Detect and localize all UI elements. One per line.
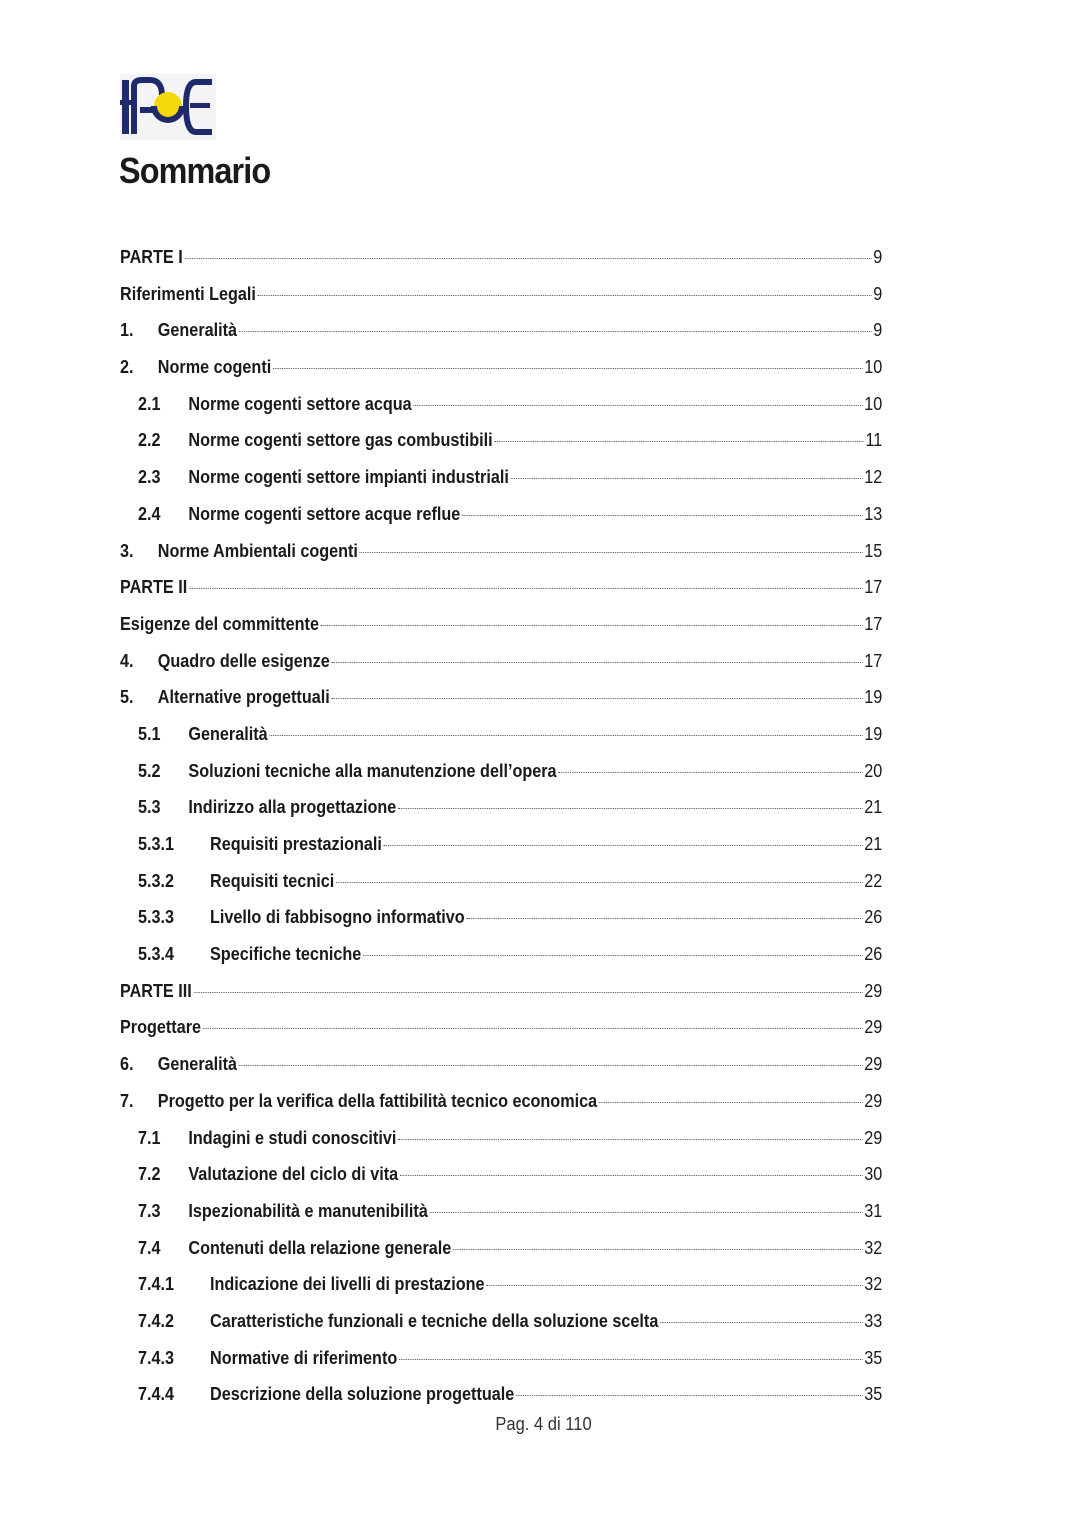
- toc-entry[interactable]: [120, 973, 967, 1010]
- toc-entry-page: 17: [864, 577, 883, 598]
- toc-dot-leader: [321, 625, 863, 626]
- toc-entry-number: 7.4.3: [138, 1347, 175, 1368]
- toc-dot-leader: [332, 662, 863, 663]
- toc-entry-content: [120, 1083, 882, 1120]
- toc-entry[interactable]: [120, 569, 967, 606]
- toc-entry-page: 15: [864, 540, 883, 561]
- toc-entry-content: [120, 789, 882, 826]
- toc-dot-leader: [185, 258, 872, 259]
- toc-entry-label: Indicazione dei livelli di prestazione: [210, 1274, 485, 1295]
- toc-entry-label: Caratteristiche funzionali e tecniche della soluzione scelta: [210, 1310, 659, 1331]
- toc-entry-content: [120, 643, 882, 680]
- toc-dot-leader: [384, 845, 863, 846]
- toc-dot-leader: [462, 515, 862, 516]
- toc-entry[interactable]: [120, 386, 967, 423]
- toc-entry-number: 5.: [120, 687, 134, 708]
- toc-dot-leader: [453, 1249, 862, 1250]
- toc-dot-leader: [430, 1212, 863, 1213]
- toc-entry-page: 21: [864, 797, 883, 818]
- toc-dot-leader: [336, 882, 862, 883]
- toc-dot-leader: [516, 1395, 862, 1396]
- toc-entry-number: 2.3: [138, 467, 161, 488]
- toc-dot-leader: [332, 698, 863, 699]
- toc-entry-content: [120, 569, 882, 606]
- toc-entry-number: 7.4.2: [138, 1310, 175, 1331]
- toc-entry-number: 5.3.4: [138, 944, 175, 965]
- toc-entry-content: [120, 606, 882, 643]
- toc-entry-label: Ispezionabilità e manutenibilità: [188, 1200, 428, 1221]
- toc-entry-page: 29: [864, 1017, 883, 1038]
- toc-dot-leader: [203, 1028, 863, 1029]
- toc-entry-page: 32: [864, 1274, 883, 1295]
- toc-dot-leader: [511, 478, 863, 479]
- toc-entry[interactable]: [120, 459, 967, 496]
- toc-entry-label: Norme cogenti settore acqua: [188, 393, 412, 414]
- toc-entry-page: 17: [864, 613, 883, 634]
- page-title: Sommario: [119, 150, 271, 191]
- toc-entry[interactable]: [120, 349, 967, 386]
- table-of-contents: [120, 239, 967, 1413]
- toc-entry-label: Normative di riferimento: [210, 1347, 398, 1368]
- toc-entry-label: Norme cogenti: [157, 357, 272, 378]
- toc-entry-label: Generalità: [188, 723, 268, 744]
- toc-entry[interactable]: [120, 1083, 967, 1120]
- toc-entry-content: [120, 386, 882, 423]
- toc-entry-page: 20: [864, 760, 883, 781]
- toc-entry-number: 7.4.4: [138, 1384, 175, 1405]
- toc-entry-content: [120, 899, 882, 936]
- toc-dot-leader: [400, 1175, 863, 1176]
- toc-entry-number: 4.: [120, 650, 134, 671]
- toc-entry-page: 10: [864, 393, 883, 414]
- toc-entry-page: 29: [864, 1127, 883, 1148]
- toc-entry[interactable]: [120, 1193, 967, 1230]
- toc-entry-label: Norme cogenti settore gas combustibili: [188, 430, 493, 451]
- toc-entry-label: PARTE III: [120, 980, 192, 1001]
- toc-entry-label: Descrizione della soluzione progettuale: [210, 1384, 515, 1405]
- toc-entry-number: 2.4: [138, 503, 161, 524]
- toc-dot-leader: [660, 1322, 862, 1323]
- toc-entry-label: Esigenze del committente: [120, 613, 319, 634]
- toc-entry-page: 13: [864, 503, 883, 524]
- toc-entry-number: 7.4.1: [138, 1274, 175, 1295]
- toc-entry-label: Requisiti tecnici: [210, 870, 335, 891]
- toc-entry-label: Indagini e studi conoscitivi: [188, 1127, 397, 1148]
- toc-entry-label: Indirizzo alla progettazione: [188, 797, 397, 818]
- toc-entry-content: [120, 973, 882, 1010]
- toc-dot-leader: [558, 772, 862, 773]
- toc-entry-page: 35: [864, 1347, 883, 1368]
- toc-entry-page: 10: [864, 357, 883, 378]
- toc-entry-label: Riferimenti Legali: [120, 283, 256, 304]
- toc-entry-label: Generalità: [157, 320, 238, 341]
- toc-entry-content: [120, 1230, 882, 1267]
- toc-entry-content: [120, 422, 882, 459]
- toc-entry[interactable]: [120, 826, 967, 863]
- toc-entry[interactable]: [120, 422, 967, 459]
- toc-entry[interactable]: [120, 1340, 967, 1377]
- toc-entry-number: 5.3: [138, 797, 161, 818]
- toc-entry-label: Valutazione del ciclo di vita: [188, 1164, 399, 1185]
- toc-entry-content: [120, 349, 882, 386]
- toc-entry-content: [120, 936, 882, 973]
- toc-entry-content: [120, 1120, 882, 1157]
- toc-entry-page: 12: [864, 467, 883, 488]
- toc-entry[interactable]: [120, 1009, 967, 1046]
- toc-entry-content: [120, 459, 882, 496]
- toc-entry-content: [120, 1303, 882, 1340]
- ipe-logo-icon: [120, 74, 216, 140]
- toc-entry-number: 7.1: [138, 1127, 161, 1148]
- toc-entry-content: [120, 1156, 882, 1193]
- toc-dot-leader: [273, 368, 862, 369]
- toc-entry-page: 11: [865, 430, 883, 451]
- toc-entry-content: [120, 1046, 882, 1083]
- toc-entry-label: Requisiti prestazionali: [210, 834, 382, 854]
- toc-entry-number: 3.: [120, 540, 134, 561]
- toc-entry-label: Generalità: [157, 1054, 238, 1075]
- toc-entry-content: [120, 1376, 882, 1413]
- toc-entry-page: 9: [873, 320, 883, 341]
- toc-entry-label: PARTE II: [120, 577, 188, 598]
- toc-entry[interactable]: [120, 1120, 967, 1157]
- toc-entry-page: 29: [864, 1090, 883, 1111]
- toc-entry-label: Norme Ambientali cogenti: [157, 540, 358, 561]
- toc-entry[interactable]: [120, 753, 967, 790]
- toc-entry-content: [120, 716, 882, 753]
- toc-entry-label: Contenuti della relazione generale: [188, 1237, 452, 1258]
- toc-entry-content: [120, 1193, 882, 1230]
- toc-entry-number: 2.: [120, 357, 134, 378]
- toc-entry-page: 30: [864, 1164, 883, 1185]
- toc-entry-label: Progetto per la verifica della fattibilità tecnico economica: [157, 1090, 598, 1111]
- toc-entry-page: 26: [864, 907, 883, 928]
- toc-entry[interactable]: [120, 899, 967, 936]
- toc-entry-content: [120, 533, 882, 570]
- toc-entry[interactable]: [120, 312, 967, 349]
- toc-entry-page: 33: [864, 1310, 883, 1331]
- toc-entry[interactable]: [120, 863, 967, 900]
- toc-entry-number: 7.3: [138, 1200, 161, 1221]
- toc-entry[interactable]: [120, 1156, 967, 1193]
- toc-entry[interactable]: [120, 1046, 967, 1083]
- toc-entry[interactable]: [120, 789, 967, 826]
- toc-dot-leader: [194, 992, 863, 993]
- toc-entry[interactable]: [120, 276, 967, 313]
- toc-entry-page: 32: [864, 1237, 883, 1258]
- toc-entry-page: 31: [864, 1200, 883, 1221]
- toc-entry-label: Quadro delle esigenze: [157, 650, 330, 671]
- toc-entry-label: Alternative progettuali: [157, 687, 330, 708]
- toc-entry-number: 2.1: [138, 393, 161, 414]
- toc-entry[interactable]: [120, 1303, 967, 1340]
- toc-entry[interactable]: [120, 496, 967, 533]
- toc-entry-label: Livello di fabbisogno informativo: [210, 907, 465, 928]
- toc-entry-number: 5.2: [138, 760, 161, 781]
- toc-entry[interactable]: [120, 643, 967, 680]
- toc-entry-page: 22: [864, 870, 883, 891]
- toc-entry-content: [120, 1340, 882, 1377]
- toc-entry-page: 19: [864, 687, 883, 708]
- toc-entry-content: [120, 826, 882, 863]
- toc-dot-leader: [398, 1139, 862, 1140]
- toc-entry-number: 1.: [120, 320, 134, 341]
- toc-entry-number: 7.4: [138, 1237, 161, 1258]
- toc-dot-leader: [360, 552, 863, 553]
- toc-entry-content: [120, 1009, 882, 1046]
- toc-entry-number: 2.2: [138, 430, 161, 451]
- toc-dot-leader: [486, 1285, 862, 1286]
- toc-entry-page: 9: [873, 247, 883, 267]
- toc-entry[interactable]: [120, 1266, 967, 1303]
- toc-entry-page: 17: [864, 650, 883, 671]
- toc-entry[interactable]: [120, 1376, 967, 1413]
- toc-entry-page: 29: [864, 1054, 883, 1075]
- toc-entry-content: [120, 276, 882, 313]
- toc-entry-number: 5.3.1: [138, 834, 175, 854]
- toc-entry-content: [120, 496, 882, 533]
- toc-dot-leader: [239, 1065, 863, 1066]
- toc-entry[interactable]: [120, 239, 967, 276]
- toc-entry-label: Soluzioni tecniche alla manutenzione dell’opera: [188, 760, 557, 781]
- toc-entry-content: [120, 863, 882, 900]
- toc-entry-number: 5.1: [138, 723, 161, 744]
- toc-dot-leader: [413, 405, 862, 406]
- toc-entry-page: 29: [864, 980, 883, 1001]
- toc-entry-content: [120, 239, 882, 276]
- toc-entry-number: 7.2: [138, 1164, 161, 1185]
- page-footer: Pag. 4 di 110: [495, 1414, 592, 1434]
- toc-entry-label: Norme cogenti settore impianti industriali: [188, 467, 509, 488]
- toc-entry-content: [120, 753, 882, 790]
- toc-entry-number: 5.3.3: [138, 907, 175, 928]
- toc-entry-page: 9: [873, 283, 883, 304]
- toc-entry-number: 7.: [120, 1090, 134, 1111]
- toc-entry-page: 21: [864, 834, 883, 854]
- toc-entry-content: [120, 312, 882, 349]
- toc-entry-number: 6.: [120, 1054, 134, 1075]
- toc-entry-page: 19: [864, 723, 883, 744]
- toc-dot-leader: [269, 735, 862, 736]
- toc-entry-label: Norme cogenti settore acque reflue: [188, 503, 461, 524]
- toc-dot-leader: [467, 918, 863, 919]
- toc-dot-leader: [599, 1102, 863, 1103]
- toc-entry-page: 35: [864, 1384, 883, 1405]
- toc-entry-page: 26: [864, 944, 883, 965]
- toc-entry[interactable]: [120, 936, 967, 973]
- toc-entry-label: PARTE I: [120, 247, 183, 267]
- toc-dot-leader: [239, 331, 872, 332]
- toc-dot-leader: [494, 441, 863, 442]
- toc-entry-content: [120, 679, 882, 716]
- toc-dot-leader: [189, 588, 862, 589]
- toc-entry[interactable]: [120, 679, 967, 716]
- toc-dot-leader: [399, 1359, 862, 1360]
- toc-entry-label: Specifiche tecniche: [210, 944, 362, 965]
- toc-entry-number: 5.3.2: [138, 870, 175, 891]
- toc-entry[interactable]: [120, 533, 967, 570]
- toc-entry[interactable]: [120, 716, 967, 753]
- toc-dot-leader: [363, 955, 862, 956]
- toc-dot-leader: [258, 295, 872, 296]
- toc-entry[interactable]: [120, 1230, 967, 1267]
- toc-entry[interactable]: [120, 606, 967, 643]
- toc-entry-label: Progettare: [120, 1017, 202, 1038]
- toc-entry-content: [120, 1266, 882, 1303]
- toc-dot-leader: [398, 808, 862, 809]
